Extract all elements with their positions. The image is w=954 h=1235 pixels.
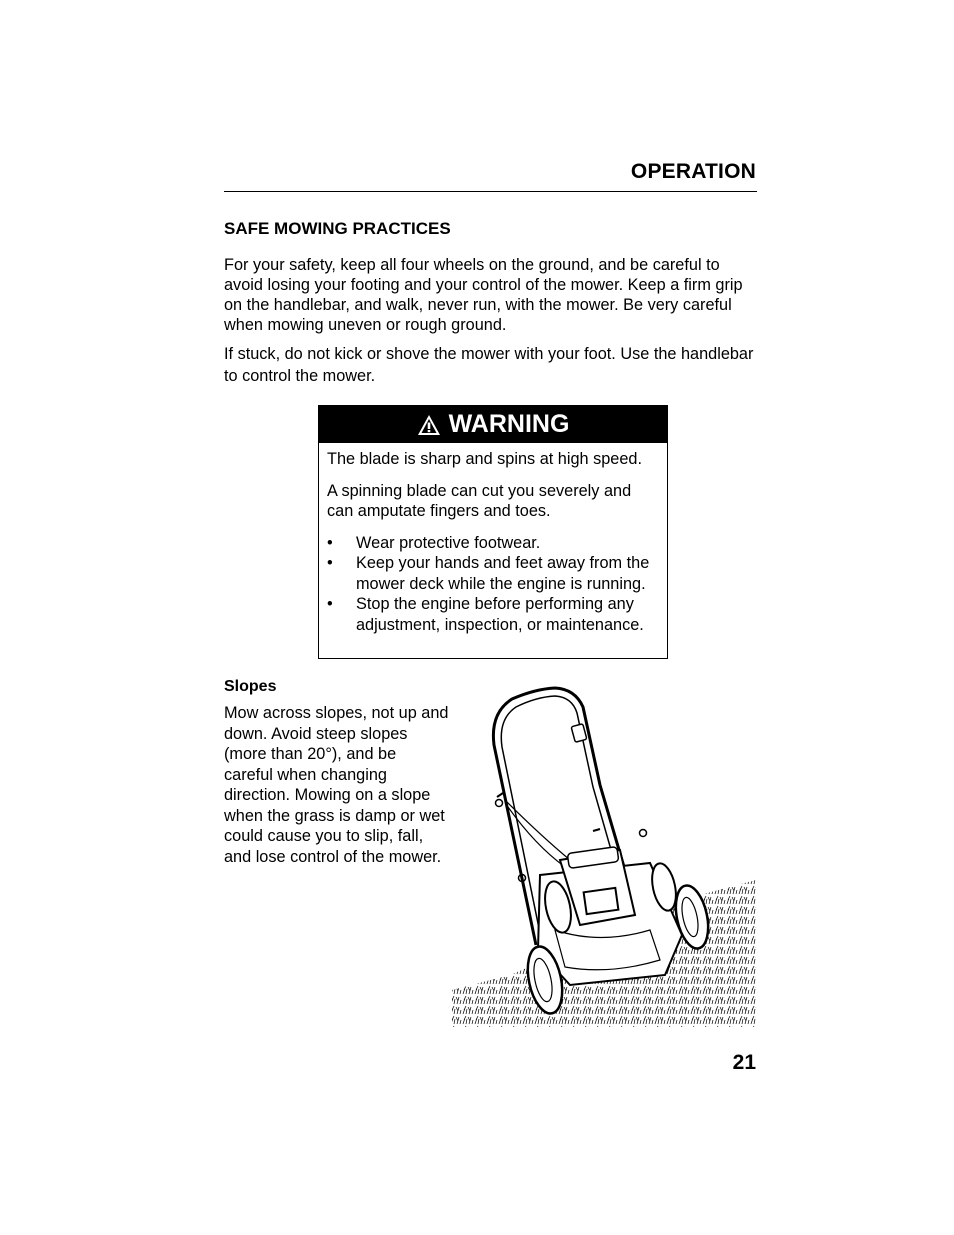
bullet-icon: • xyxy=(327,554,333,572)
warning-triangle-icon xyxy=(417,414,441,436)
bullet-icon: • xyxy=(327,533,333,552)
header-divider xyxy=(224,191,757,192)
lawn-mower-on-slope-illustration xyxy=(450,685,756,1027)
warning-list-item xyxy=(327,553,659,594)
warning-header xyxy=(319,406,667,443)
warning-body xyxy=(319,443,667,635)
page-number: 21 xyxy=(732,1051,756,1074)
warning-line: A spinning blade can cut you severely and can amputate fingers and toes. xyxy=(327,481,632,520)
warning-list-item-text: Keep your hands and feet away from the mower deck while the engine is running. xyxy=(356,554,650,593)
bullet-icon: • xyxy=(327,595,333,613)
warning-list-item-text: Wear protective footwear. xyxy=(356,533,541,552)
warning-line: The blade is sharp and spins at high speed. xyxy=(327,450,642,468)
page-heading: SAFE MOWING PRACTICES xyxy=(224,219,451,238)
warning-list-item-text: Stop the engine before performing any adjustment, inspection, or maintenance. xyxy=(356,595,644,634)
warning-list-item xyxy=(327,533,659,554)
stuck-paragraph: If stuck, do not kick or shove the mower with your foot. Use the handlebar to control the mower. xyxy=(224,345,754,385)
warning-list-item xyxy=(327,594,659,635)
warning-box xyxy=(318,405,668,659)
slopes-paragraph: Mow across slopes, not up and down. Avoid steep slopes (more than 20°), and be careful when changing direction. Mowing on a slope when the grass is damp or wet could cause you to slip, fall, and lose control of the mower. xyxy=(224,704,449,866)
warning-title: WARNING xyxy=(448,410,570,438)
warning-list xyxy=(327,533,659,636)
section-title: OPERATION xyxy=(630,160,756,183)
slopes-heading: Slopes xyxy=(224,678,277,695)
intro-paragraph: For your safety, keep all four wheels on the ground, and be careful to avoid losing your footing and your control of the mower. Keep a firm grip on the handlebar, and walk, never run, with the mower. Be very careful when mowing uneven or rough ground. xyxy=(224,256,743,334)
